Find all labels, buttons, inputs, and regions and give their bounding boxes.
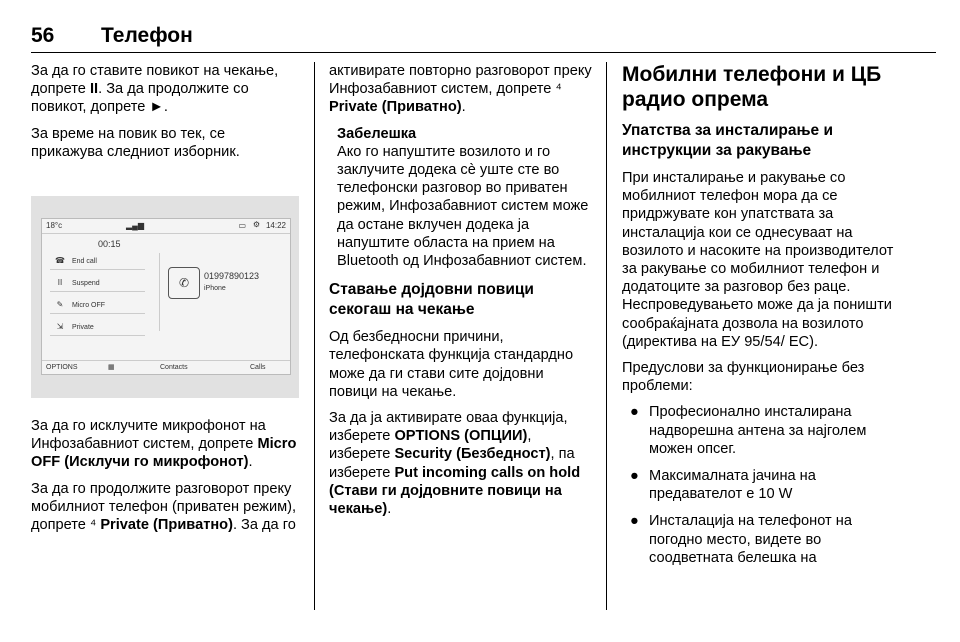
paragraph-micro-off: За да го исклучите микрофонот на Инфозабавниот систем, допрете Micro OFF (Исклучи го микрофонот).: [31, 418, 297, 471]
menu-private[interactable]: [50, 319, 145, 336]
menu-label: Micro OFF: [72, 302, 106, 309]
prerequisite-list: [622, 403, 894, 567]
chapter-heading: Мобилни телефони и ЦБ радио опрема: [622, 63, 882, 111]
private-icon: ⁴: [555, 81, 562, 98]
list-item: ● Инсталација на телефонот на погодно место, видете во соодветната белешка на: [630, 513, 852, 566]
column-divider: [314, 62, 315, 610]
menu-label: End call: [72, 258, 97, 265]
phone-screen-figure: [31, 196, 299, 398]
temperature: 18°c: [46, 221, 63, 230]
keypad-icon[interactable]: ▦: [108, 364, 115, 371]
signal-icon: ▂▄▆: [126, 221, 144, 230]
note-text: Ако го напуштите возилото и го заклучите додека сè уште сте во телефонски разговор во приватен режим, Инфозабавниот систем може да остане вклучен додека ја напуштите областа на прием на Bluetooth од Инфозабавниот систем.: [337, 143, 589, 270]
status-bar: [42, 219, 290, 234]
paragraph-private: За да го продолжите разговорот преку мобилниот телефон (приватен режим), допрете ⁴ Private (Приватно). За да го: [31, 480, 297, 534]
menu-micro-off[interactable]: [50, 297, 145, 314]
menu-suspend[interactable]: [50, 275, 145, 292]
paragraph-prerequisites: Предуслови за функционирање без проблеми:: [622, 360, 865, 395]
section-heading: Ставање дојдовни повици секогаш на чекање: [329, 281, 534, 319]
menu-label: Suspend: [72, 280, 100, 287]
paragraph-hold: За да го ставите повикот на чекање, допрете II. За да продолжите со повикот, допрете ►.: [31, 63, 279, 116]
pause-symbol: II: [89, 81, 99, 98]
column-1: [31, 62, 299, 169]
calls-button[interactable]: Calls: [250, 364, 266, 371]
paragraph-installation: При инсталирање и ракување со мобилниот телефон мора да се придржувате кон упатствата за инсталација кои се однесуваат на возилото и насоките на производителот за ракување со мобилниот телефон и додатоците за разговор без раце. Неспроведувањето може да ја поништи сообраќајната дозвола на возилото (директива на ЕУ 95/54/ ЕС).: [622, 170, 894, 350]
column-3: [622, 62, 894, 576]
list-item: ● Професионално инсталирана надворешна антена за најголем можен опсег.: [630, 404, 867, 457]
paragraph-reactivate: активирате повторно разговорот преку Инфозабавниот систем, допрете ⁴ Private (Приватно).: [329, 63, 592, 116]
note-block: [337, 125, 594, 271]
bottom-bar: [42, 360, 290, 374]
private-icon: ⁴: [89, 517, 97, 534]
page-header: [31, 20, 936, 56]
gear-icon: ⚙: [252, 220, 260, 229]
phone-hangup-icon: ☎: [55, 256, 65, 265]
phone-icon: ✆: [168, 267, 200, 299]
paragraph-security: Од безбедносни причини, телефонската функција стандардно може да ги стави сите дојдовни повици на чекање.: [329, 329, 574, 400]
clock: 14:22: [265, 221, 286, 230]
card-icon: ▭: [238, 221, 246, 230]
paragraph-activate: За да ја активирате оваа функција, изберете OPTIONS (ОПЦИИ), изберете Security (Безбедност), па изберете Put incoming calls on hold (Стави ги дојдовните повици на чекање).: [329, 410, 581, 518]
column-1-lower: [31, 417, 299, 542]
pause-icon: II: [57, 278, 63, 287]
caller-info: [159, 253, 289, 331]
private-icon: ⇲: [56, 322, 64, 331]
section-heading: Упатства за инсталирање и инструкции за ракување: [622, 122, 833, 159]
column-divider: [606, 62, 607, 610]
menu-end-call[interactable]: [50, 253, 145, 270]
note-label: Забелешка: [337, 125, 417, 142]
play-icon: ►: [149, 99, 164, 116]
menu-label: Private: [72, 324, 94, 331]
options-button[interactable]: OPTIONS: [46, 364, 78, 371]
section-title: Телефон: [101, 24, 193, 47]
caller-phone-type: iPhone: [204, 285, 226, 292]
caller-number: 01997890123: [204, 271, 260, 281]
bullet-icon: ●: [630, 404, 639, 421]
mic-off-icon: ✎: [56, 300, 64, 309]
paragraph-menu-intro: За време на повик во тек, се прикажува следниот изборник.: [31, 125, 240, 160]
column-2: [329, 62, 594, 526]
page-number: 56: [31, 24, 55, 47]
bullet-icon: ●: [630, 468, 639, 485]
contacts-button[interactable]: Contacts: [160, 364, 188, 371]
bullet-icon: ●: [630, 513, 639, 530]
call-screen: [41, 218, 291, 375]
list-item: ● Максималната јачина на предавателот е 10 W: [630, 468, 816, 503]
call-timer: 00:15: [98, 239, 121, 249]
header-rule: [31, 52, 936, 53]
